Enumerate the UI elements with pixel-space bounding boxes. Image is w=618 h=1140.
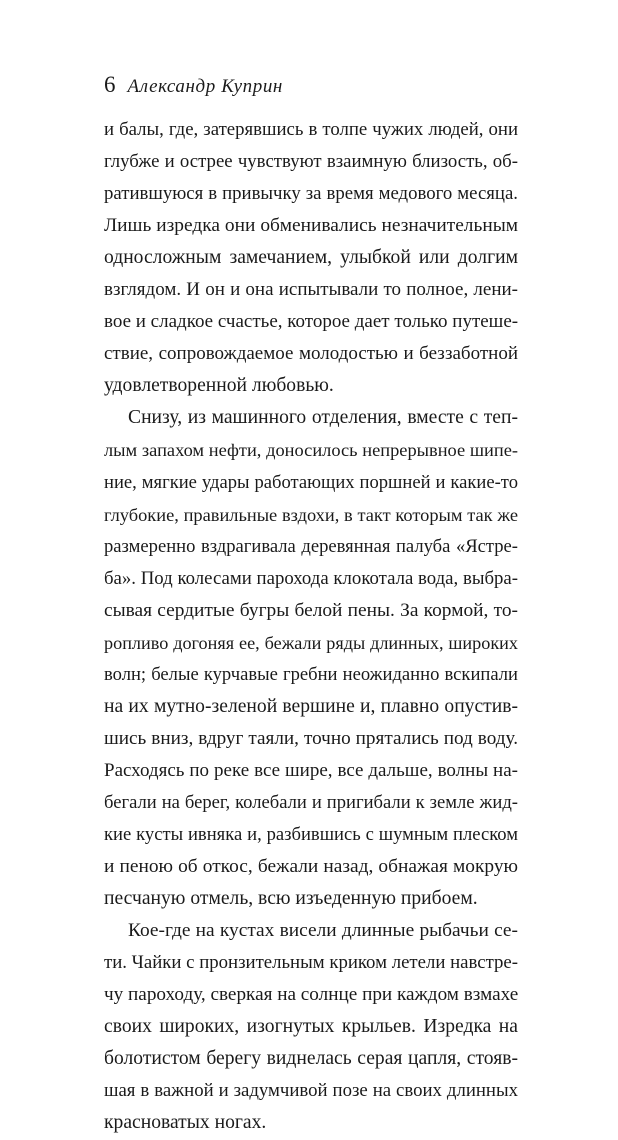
text-line: глубже и острее чувствуют взаимную близость, об- [104,151,518,173]
text-line: чу пароходу, сверкая на солнце при каждом взмахе [104,984,519,1006]
text-line: ба». Под колесами парохода клокотала вода, выбра- [104,567,518,589]
text-line: лым запахом нефти, доносилось непрерывное шипе- [104,440,518,461]
text-line: ти. Чайки с пронзительным криком летели навстре- [104,952,518,974]
text-line: красноватых ногах. [104,1112,267,1134]
text-line: и пеною об откос, бежали назад, обнажая мокрую [104,856,518,878]
text-line: Снизу, из машинного отделения, вместе с теп- [128,407,518,429]
paragraph-3 [104,915,518,1139]
author-name: Александр Куприн [127,76,283,97]
running-head [104,72,283,104]
text-line: удовлетворенной любовью. [104,375,334,397]
text-line: глубокие, правильные вздохи, в такт которым так же [104,504,518,525]
text-line: кие кусты ивняка и, разбившись с шумным плеском [104,824,518,846]
text-line: шая в важной и задумчивой позе на своих длинных [104,1080,518,1102]
text-line: на их мутно-зеленой вершине и, плавно опустив- [104,695,518,717]
text-line: взглядом. И он и она испытывали то полное, лени- [104,279,518,301]
text-line: своих широких, изогнутых крыльев. Изредка на [104,1016,518,1038]
text-line: ние, мягкие удары работающих поршней и какие-то [104,471,518,493]
text-line: ропливо догоняя ее, бежали ряды длинных, широких [104,632,518,653]
text-line: шись вниз, вдруг таяли, точно прятались под воду. [104,727,518,749]
paragraph-1 [104,114,518,402]
text-line: размеренно вздрагивала деревянная палуба «Ястре- [104,535,518,557]
text-line: Расходясь по реке все шире, все дальше, волны на- [104,759,518,781]
text-line: песчаную отмель, всю изъеденную прибоем. [104,888,478,910]
text-line: Кое-где на кустах висели длинные рыбачьи се- [128,920,518,942]
page-number: 6 [104,72,116,97]
text-line: вое и сладкое счастье, которое дает только путеше- [104,311,519,333]
text-line: сывая сердитые бугры белой пены. За кормой, то- [104,599,518,621]
text-line: Лишь изредка они обменивались незначительным [104,215,518,237]
text-line: болотистом берегу виднелась серая цапля, стояв- [104,1048,518,1070]
text-line: ратившуюся в привычку за время медового месяца. [104,183,518,205]
paragraph-2 [104,402,518,915]
body-text [104,114,518,1140]
text-line: односложным замечанием, улыбкой или долгим [104,247,518,269]
text-line: ствие, сопровождаемое молодостью и беззаботной [104,343,518,365]
text-line: бегали на берег, колебали и пригибали к земле жид- [104,791,518,813]
text-line: и балы, где, затерявшись в толпе чужих людей, они [104,119,518,140]
text-line: волн; белые курчавые гребни неожиданно вскипали [104,663,518,685]
